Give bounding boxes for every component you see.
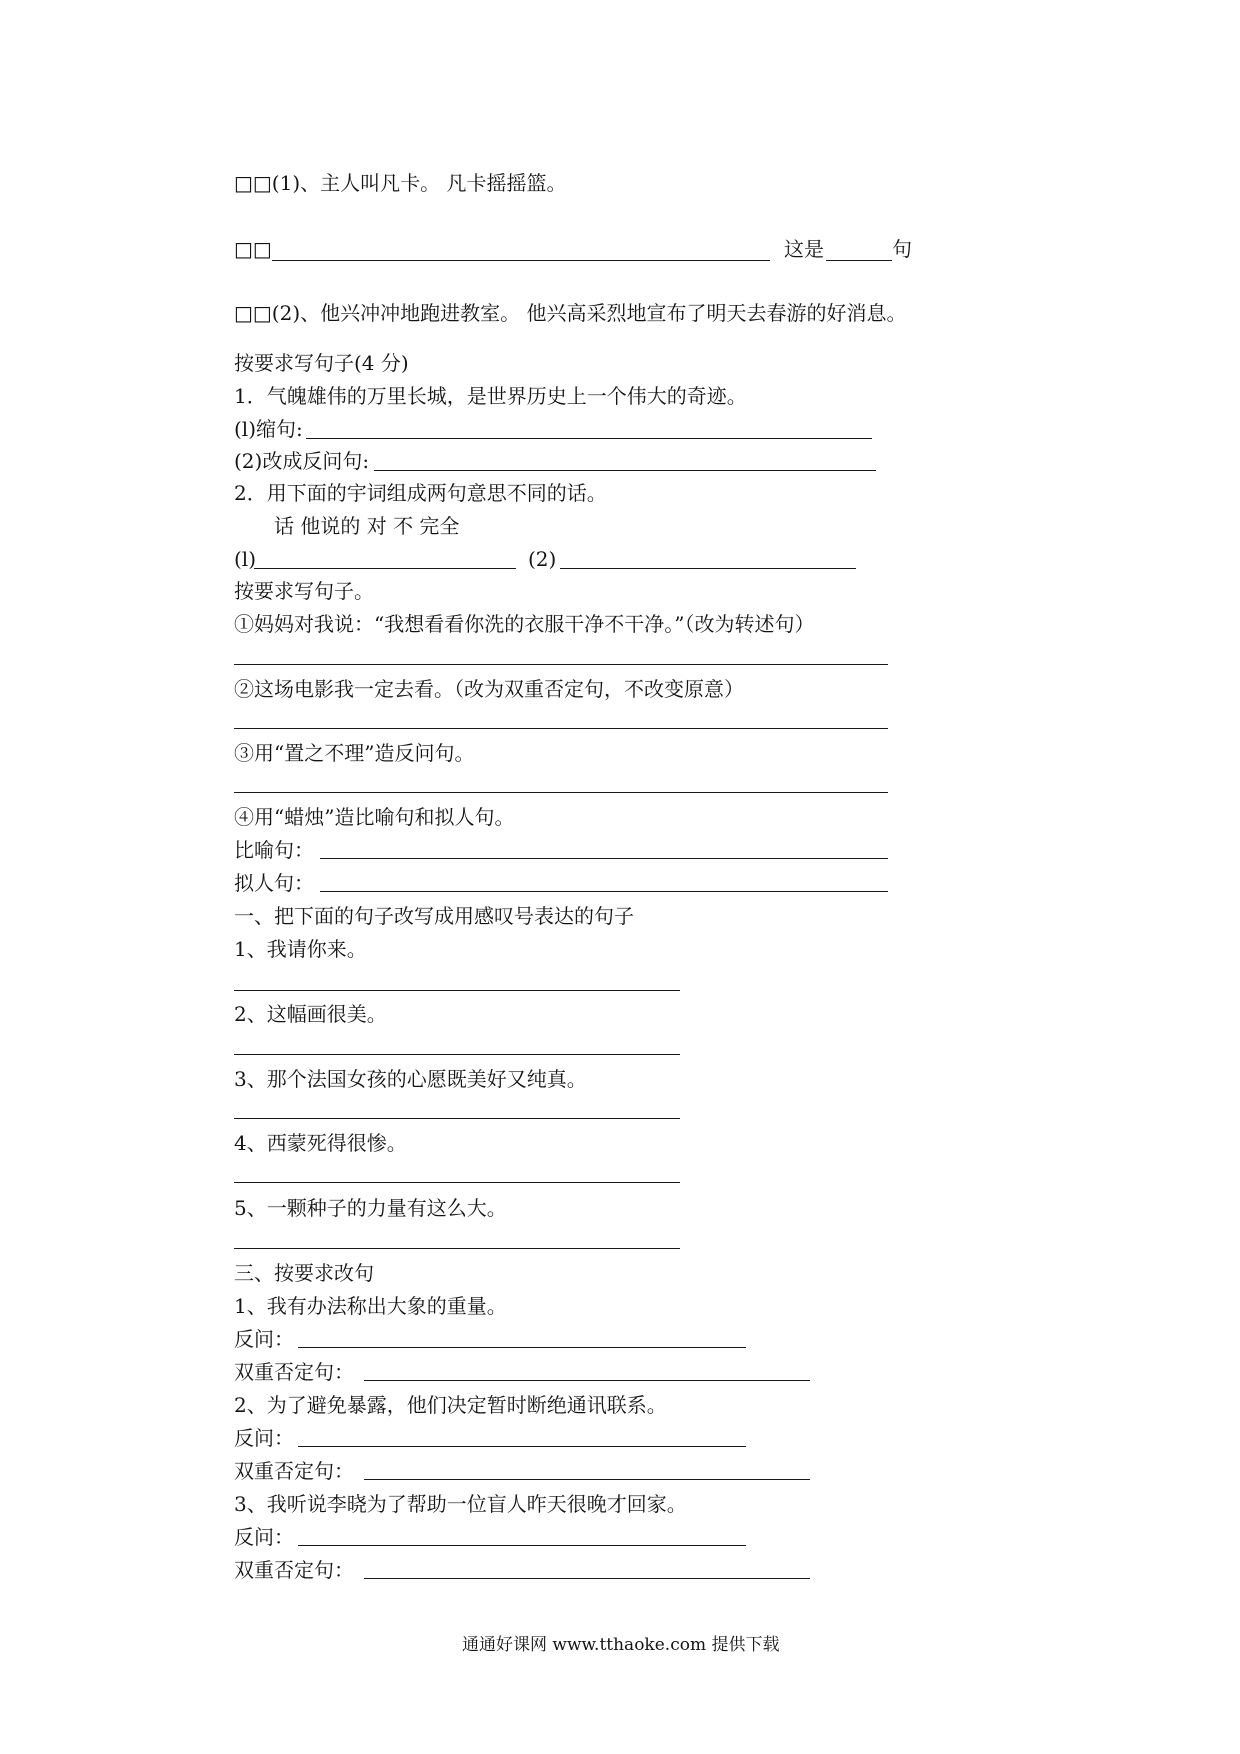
section-heading-exclamation: 一、把下面的句子改写成用感叹号表达的句子	[234, 904, 634, 928]
rhetorical-label: (2)改成反问句:	[234, 449, 370, 473]
question-c1-blank[interactable]	[234, 664, 888, 665]
answer-1-label: (l)	[234, 547, 257, 571]
rhetorical-blank[interactable]	[298, 1446, 746, 1447]
section-heading-rewrite: 三、按要求改句	[234, 1261, 374, 1285]
item-2-sentences: □□(2)、他兴冲冲地跑进教室。 他兴高采烈地宣布了明天去春游的好消息。	[234, 301, 907, 325]
list-item: 2、这幅画很美。	[234, 1002, 387, 1026]
question-c4: ④用“蜡烛”造比喻句和拟人句。	[234, 805, 515, 829]
double-negative-blank[interactable]	[364, 1479, 810, 1480]
list-item: 4、西蒙死得很惨。	[234, 1131, 407, 1155]
answer-blank[interactable]	[234, 1248, 680, 1249]
rhetorical-label: 反问：	[234, 1327, 294, 1351]
metaphor-label: 比喻句：	[234, 838, 314, 862]
answer-2-blank[interactable]	[560, 568, 856, 569]
question-c3: ③用“置之不理”造反问句。	[234, 741, 475, 765]
answer-blank[interactable]	[234, 1182, 680, 1183]
answer-blank[interactable]	[234, 990, 680, 991]
condense-blank[interactable]	[306, 438, 872, 439]
footer-credit: 通通好课网 www.tthaoke.com 提供下载	[462, 1635, 780, 1655]
item-1-sentences: □□(1)、主人叫凡卡。 凡卡摇摇篮。	[234, 171, 567, 195]
answer-1-blank[interactable]	[254, 568, 516, 569]
double-negative-label: 双重否定句：	[234, 1558, 354, 1582]
personification-label: 拟人句：	[234, 871, 314, 895]
sentence-type-suffix: 句	[892, 237, 912, 261]
metaphor-blank[interactable]	[320, 858, 888, 859]
double-negative-label: 双重否定句：	[234, 1360, 354, 1384]
rhetorical-blank[interactable]	[298, 1545, 746, 1546]
condense-label: (l)缩句:	[234, 417, 303, 441]
double-negative-blank[interactable]	[364, 1578, 810, 1579]
double-negative-label: 双重否定句：	[234, 1459, 354, 1483]
section-heading-write-sentences-2: 按要求写句子。	[234, 579, 374, 603]
personification-blank[interactable]	[320, 891, 888, 892]
question-c2-blank[interactable]	[234, 728, 888, 729]
list-item: 1、我请你来。	[234, 937, 367, 961]
question-1: 1．气魄雄伟的万里长城，是世界历史上一个伟大的奇迹。	[234, 384, 747, 408]
question-c2: ②这场电影我一定去看。（改为双重否定句，不改变原意）	[234, 677, 744, 701]
rhetorical-blank[interactable]	[374, 470, 876, 471]
rhetorical-label: 反问：	[234, 1426, 294, 1450]
question-2: 2．用下面的宇词组成两句意思不同的话。	[234, 481, 607, 505]
section-heading-write-sentences: 按要求写句子(4 分)	[234, 351, 409, 375]
word-list: 话 他说的 对 不 完全	[274, 514, 460, 538]
rhetorical-label: 反问：	[234, 1525, 294, 1549]
question-c1: ①妈妈对我说：“我想看看你洗的衣服干净不干净。”（改为转述句）	[234, 612, 815, 636]
answer-blank[interactable]	[234, 1054, 680, 1055]
sentence-type-blank[interactable]	[826, 260, 892, 261]
double-negative-blank[interactable]	[364, 1380, 810, 1381]
list-item: 1、我有办法称出大象的重量。	[234, 1294, 507, 1318]
list-item: 3、那个法国女孩的心愿既美好又纯真。	[234, 1067, 587, 1091]
answer-prefix: □□	[234, 237, 272, 261]
list-item: 2、为了避免暴露，他们决定暂时断绝通讯联系。	[234, 1393, 667, 1417]
answer-blank[interactable]	[234, 1118, 680, 1119]
question-c3-blank[interactable]	[234, 792, 888, 793]
list-item: 5、一颗种子的力量有这么大。	[234, 1196, 507, 1220]
combine-answer-blank[interactable]	[272, 260, 770, 261]
rhetorical-blank[interactable]	[298, 1347, 746, 1348]
list-item: 3、我听说李晓为了帮助一位盲人昨天很晚才回家。	[234, 1492, 687, 1516]
sentence-type-label: 这是	[784, 237, 824, 261]
answer-2-label: (2)	[528, 547, 557, 571]
